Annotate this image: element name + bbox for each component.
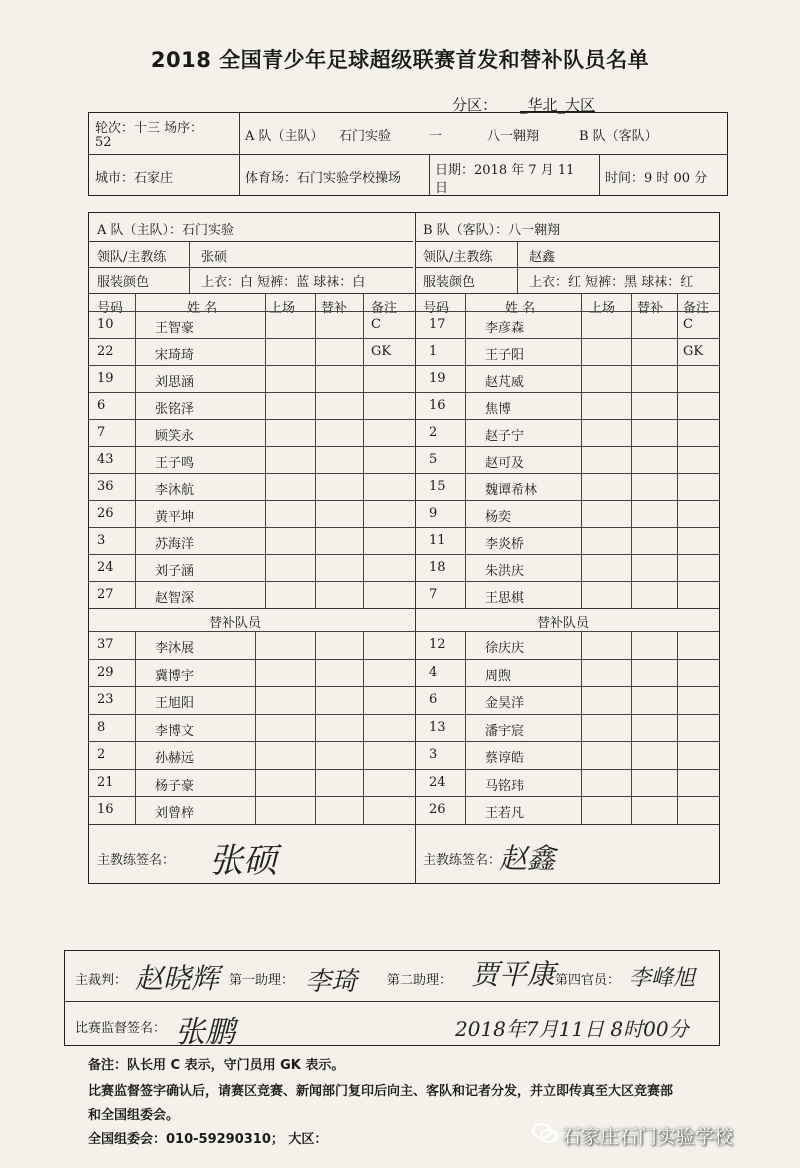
table-row (89, 311, 719, 339)
col-name-a: 姓 名 (187, 301, 218, 316)
team-a-name: 石门实验 (339, 129, 392, 144)
ar1-label: 第一助理： (229, 973, 295, 988)
player-name: 张铭泽 (155, 402, 195, 417)
team-b-coach: 赵鑫 (529, 250, 556, 265)
player-name: 朱洪庆 (485, 564, 525, 579)
player-name: 赵芃威 (485, 375, 525, 390)
supervisor-label: 比赛监督签名： (75, 1021, 167, 1036)
versus-dash: 一 (429, 129, 443, 144)
player-name: 宋琦琦 (155, 348, 195, 363)
player-note: GK (371, 344, 392, 359)
table-row (89, 527, 719, 555)
subs-heading-b: 替补队员 (537, 616, 590, 631)
match-date-day: 日 (435, 181, 449, 196)
player-name: 刘曾梓 (155, 806, 195, 821)
player-name: 杨子豪 (155, 778, 195, 794)
col-start-a: 上场 (269, 301, 296, 316)
player-number: 7 (97, 425, 106, 440)
sign-date: 2018年7月11日 8时00分 (455, 1017, 689, 1041)
player-name: 赵可及 (485, 456, 525, 471)
match-date: 日期：2018 年 7 月 11 (435, 163, 575, 178)
coach-sign-label-a: 主教练签名： (97, 853, 176, 868)
roster-box (88, 212, 720, 884)
player-name: 徐庆庆 (485, 641, 525, 656)
col-start-b: 上场 (589, 301, 616, 316)
col-note-b: 备注 (683, 301, 710, 316)
region-value: _华北_大区 (520, 96, 596, 114)
subs-section (89, 631, 719, 825)
player-name: 赵智深 (155, 591, 195, 606)
table-row (89, 631, 719, 660)
player-number: 37 (97, 637, 114, 652)
player-note: C (371, 317, 381, 332)
ar2-signature: 贾平康 (471, 958, 556, 991)
player-number: 18 (429, 560, 446, 575)
player-number: 6 (97, 398, 106, 413)
col-name-b: 姓 名 (505, 301, 536, 316)
coach-signature-a: 张硕 (209, 841, 277, 881)
team-b-label: B 队（客队） (579, 129, 658, 144)
player-number: 24 (429, 774, 446, 790)
round-label: 轮次：十三 场序： (95, 121, 204, 136)
note-line-4: 全国组委会：010-59290310； 大区： (88, 1132, 328, 1147)
match-number: 52 (95, 135, 112, 150)
table-row (89, 500, 719, 528)
player-number: 4 (429, 664, 438, 680)
player-number: 15 (429, 479, 446, 494)
city: 城市：石家庄 (95, 171, 174, 186)
team-b-header: B 队（客队）：八一翱翔 (423, 223, 561, 238)
fourth-official-signature: 李峰旭 (629, 966, 696, 991)
table-row (89, 338, 719, 366)
team-a-kit-label: 服装颜色 (97, 275, 150, 290)
player-number: 2 (97, 747, 106, 762)
team-b-coach-label: 领队/主教练 (423, 250, 493, 265)
player-number: 27 (97, 587, 114, 602)
match-header-box (88, 112, 728, 196)
player-number: 23 (97, 692, 114, 707)
col-num-a: 号码 (97, 301, 124, 316)
coach-sign-label-b: 主教练签名： (423, 853, 502, 868)
col-sub-b: 替补 (637, 301, 664, 316)
team-a-kit: 上衣：白 短裤：蓝 球袜：白 (201, 275, 366, 290)
player-name: 赵子宁 (485, 429, 525, 444)
player-number: 24 (97, 560, 114, 575)
ar2-label: 第二助理： (387, 973, 453, 988)
player-number: 16 (429, 398, 446, 413)
table-row (89, 741, 719, 770)
team-a-header: A 队（主队）：石门实验 (97, 223, 235, 238)
player-name: 潘宇宸 (485, 723, 525, 739)
player-note: C (683, 317, 693, 332)
player-name: 王智豪 (155, 321, 195, 336)
table-row (89, 686, 719, 715)
player-number: 29 (97, 664, 114, 680)
col-num-b: 号码 (423, 301, 450, 316)
player-number: 2 (429, 425, 438, 440)
player-name: 杨奕 (485, 510, 512, 525)
player-name: 王若凡 (485, 806, 525, 821)
officials-box (64, 950, 720, 1050)
region-label: 分区： (452, 96, 498, 114)
player-name: 王旭阳 (155, 696, 195, 711)
player-name: 马铭玮 (485, 778, 525, 794)
supervisor-signature: 张鹏 (175, 1015, 235, 1050)
table-row (89, 365, 719, 393)
note-line-2: 比赛监督签字确认后，请赛区竞赛、新闻部门复印后向主、客队和记者分发，并立即传真至大区竞赛部 (88, 1084, 674, 1099)
player-number: 22 (97, 344, 114, 359)
referee-signature: 赵晓辉 (135, 962, 220, 995)
player-number: 7 (429, 587, 438, 602)
col-note-a: 备注 (371, 301, 398, 316)
player-name: 王思棋 (485, 591, 525, 606)
team-b-kit: 上衣：红 短裤：黑 球袜：红 (529, 275, 694, 290)
player-name: 李沐展 (155, 641, 195, 656)
player-number: 13 (429, 719, 446, 735)
player-name: 周煦 (485, 668, 512, 684)
player-number: 19 (97, 371, 114, 386)
player-name: 蔡谆皓 (485, 751, 525, 766)
player-number: 12 (429, 637, 446, 652)
player-number: 21 (97, 774, 114, 790)
player-number: 16 (97, 802, 114, 817)
player-name: 李炎桥 (485, 537, 525, 552)
player-name: 苏海洋 (155, 537, 195, 552)
team-b-kit-label: 服装颜色 (423, 275, 476, 290)
table-row (89, 796, 719, 825)
col-sub-a: 替补 (321, 301, 348, 316)
player-number: 36 (97, 479, 114, 494)
player-name: 李博文 (155, 723, 195, 739)
starters-section (89, 311, 719, 608)
subs-heading-a: 替补队员 (209, 616, 262, 631)
team-a-coach: 张硕 (201, 250, 228, 265)
player-note: GK (683, 344, 704, 359)
player-number: 9 (429, 506, 438, 521)
player-name: 焦博 (485, 402, 512, 417)
table-row (89, 581, 719, 609)
player-name: 刘思涵 (155, 375, 195, 390)
player-number: 1 (429, 344, 438, 359)
team-a-label: A 队（主队） (245, 129, 324, 144)
player-name: 孙赫远 (155, 751, 195, 766)
table-row (89, 554, 719, 582)
player-name: 李彦森 (485, 321, 525, 336)
table-row (89, 659, 719, 688)
player-name: 王子鸣 (155, 456, 195, 471)
player-name: 魏谭希林 (485, 483, 538, 498)
table-row (89, 446, 719, 474)
wechat-icon (532, 1122, 558, 1144)
note-line-3: 和全国组委会。 (88, 1108, 180, 1123)
player-name: 冀博宇 (155, 668, 195, 684)
match-time: 时间：9 时 00 分 (605, 171, 708, 186)
player-number: 19 (429, 371, 446, 386)
player-number: 26 (429, 802, 446, 817)
note-line-1: 备注：队长用 C 表示，守门员用 GK 表示。 (88, 1058, 345, 1073)
form-title: 2018 全国青少年足球超级联赛首发和替补队员名单 (150, 48, 650, 72)
player-number: 17 (429, 317, 446, 332)
coach-signature-b: 赵鑫 (499, 842, 556, 875)
stadium: 体育场：石门实验学校操场 (245, 171, 402, 186)
player-name: 李沐航 (155, 483, 195, 498)
player-number: 3 (97, 533, 106, 548)
player-name: 顾笑永 (155, 429, 195, 444)
team-a-coach-label: 领队/主教练 (97, 250, 167, 265)
player-number: 11 (429, 533, 446, 548)
table-row (89, 769, 719, 798)
player-name: 金昊洋 (485, 696, 525, 711)
player-number: 10 (97, 317, 114, 332)
referee-label: 主裁判： (75, 973, 128, 988)
table-row (89, 714, 719, 743)
player-name: 黄平坤 (155, 510, 195, 525)
watermark: 石家庄石门实验学校 (562, 1126, 734, 1148)
player-name: 刘子涵 (155, 564, 195, 579)
player-number: 5 (429, 452, 438, 467)
player-name: 王子阳 (485, 348, 525, 363)
table-row (89, 419, 719, 447)
player-number: 6 (429, 692, 438, 707)
fourth-official-label: 第四官员： (555, 973, 621, 988)
table-row (89, 473, 719, 501)
player-number: 43 (97, 452, 114, 467)
table-row (89, 392, 719, 420)
ar1-signature: 李琦 (305, 967, 358, 997)
player-number: 3 (429, 747, 438, 762)
player-number: 8 (97, 719, 106, 735)
player-number: 26 (97, 506, 114, 521)
team-b-name: 八一翱翔 (487, 129, 540, 144)
